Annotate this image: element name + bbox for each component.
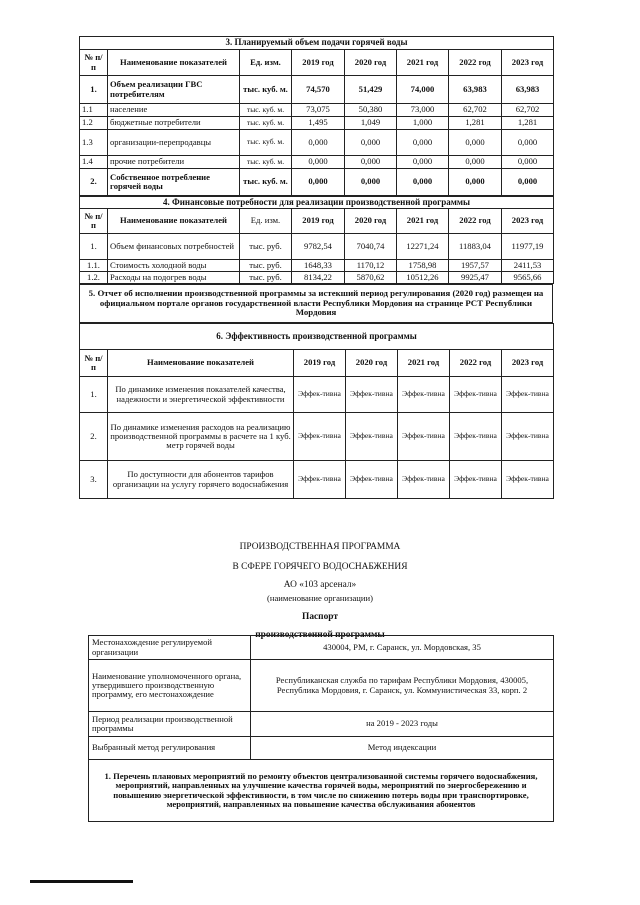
table-row: [80, 104, 554, 117]
table-cell: организации-перепродавцы: [108, 130, 240, 156]
table-cell: По динамике изменения показателей качества, надежности и энергетической эффективности: [108, 377, 294, 413]
table-cell: 0,000: [345, 156, 397, 169]
table-cell: 0,000: [397, 156, 449, 169]
table-cell: Стоимость холодной воды: [108, 260, 240, 272]
table3-header: 2019 год: [292, 50, 345, 76]
table6-header: 2021 год: [398, 350, 450, 377]
table-cell: Эффек-тивна: [502, 461, 554, 499]
table-row: [80, 260, 554, 272]
program-heading: [0, 540, 640, 642]
program-title: ПРОИЗВОДСТВЕННАЯ ПРОГРАММА: [239, 542, 401, 552]
table-row: [80, 272, 554, 284]
table-cell: Эффек-тивна: [346, 413, 398, 461]
table-cell: Эффек-тивна: [294, 461, 346, 499]
table-cell: население: [108, 104, 240, 117]
table3-title: 3. Планируемый объем подачи горячей воды: [80, 37, 554, 50]
table-cell: тыс. куб. м.: [240, 130, 292, 156]
table-cell: 9925,47: [449, 272, 502, 284]
table-cell: 0,000: [502, 156, 554, 169]
table-cell: 1.2.: [80, 272, 108, 284]
table-cell: 1.1: [80, 104, 108, 117]
table-cell: 1.: [80, 234, 108, 260]
passport-block: [88, 635, 553, 822]
table-cell: 0,000: [449, 169, 502, 196]
table-row: [80, 377, 554, 413]
table-cell: 8134,22: [292, 272, 345, 284]
table-cell: Расходы на подогрев воды: [108, 272, 240, 284]
table-cell: Эффек-тивна: [294, 413, 346, 461]
table-cell: 12271,24: [397, 234, 449, 260]
table-cell: 1648,33: [292, 260, 345, 272]
table3-header: 2022 год: [449, 50, 502, 76]
table-cell: 0,000: [345, 169, 397, 196]
passport-table: [88, 635, 554, 822]
table-cell: 0,000: [449, 130, 502, 156]
table-row: [80, 169, 554, 196]
passport-label: Наименование уполномоченного органа, утвердившего производственную программу, его местонахождение: [89, 660, 251, 712]
table-cell: По доступности для абонентов тарифов организации на услугу горячего водоснабжения: [108, 461, 294, 499]
table-cell: 1,281: [449, 117, 502, 130]
table-cell: 1.4: [80, 156, 108, 169]
table-cell: 1.3: [80, 130, 108, 156]
table-cell: тыс. куб. м.: [240, 169, 292, 196]
table-cell: 63,983: [449, 76, 502, 104]
table-row: [80, 156, 554, 169]
table-cell: Эффек-тивна: [294, 377, 346, 413]
table6-header: 2019 год: [294, 350, 346, 377]
table-cell: 3.: [80, 461, 108, 499]
passport-label: Период реализации производственной программы: [89, 712, 251, 737]
table-row: [80, 413, 554, 461]
table-cell: Объем финансовых потребностей: [108, 234, 240, 260]
table-cell: тыс. куб. м.: [240, 156, 292, 169]
table-row: [89, 636, 554, 660]
table-cell: 1.2: [80, 117, 108, 130]
table-financial-needs: [79, 196, 554, 284]
table4-header: 2020 год: [345, 209, 397, 234]
table-cell: 2.: [80, 169, 108, 196]
top-tables-block: [79, 36, 553, 499]
table-cell: Эффек-тивна: [450, 413, 502, 461]
table3-header: Наименование показателей: [108, 50, 240, 76]
table-cell: тыс. куб. м.: [240, 117, 292, 130]
table4-header: 2019 год: [292, 209, 345, 234]
table-cell: Эффек-тивна: [346, 377, 398, 413]
table-cell: 7040,74: [345, 234, 397, 260]
table-cell: 62,702: [449, 104, 502, 117]
table-planned-volume: [79, 36, 554, 196]
table-row: [80, 117, 554, 130]
table-cell: 50,380: [345, 104, 397, 117]
table-cell: Эффек-тивна: [450, 377, 502, 413]
table-row: [89, 660, 554, 712]
table6-header: 2020 год: [346, 350, 398, 377]
table-cell: Эффек-тивна: [346, 461, 398, 499]
table-cell: 1.1.: [80, 260, 108, 272]
table-cell: 0,000: [397, 130, 449, 156]
table6-header: № п/п: [80, 350, 108, 377]
table-cell: 9782,54: [292, 234, 345, 260]
section5-text: 5. Отчет об исполнении производственной программы за истекший период регулирования (2020 год) размещен на официальном портале органов государственной власти Республики Мордовия на странице РСТ Республики Мордовия: [80, 285, 553, 323]
table4-header: 2022 год: [449, 209, 502, 234]
table-cell: 0,000: [292, 156, 345, 169]
table-cell: 2411,53: [502, 260, 554, 272]
table-cell: Собственное потребление горячей воды: [108, 169, 240, 196]
table4-header: 2021 год: [397, 209, 449, 234]
passport-value: на 2019 - 2023 годы: [251, 712, 554, 737]
table3-header: 2021 год: [397, 50, 449, 76]
table-cell: 10512,26: [397, 272, 449, 284]
table-cell: 11977,19: [502, 234, 554, 260]
table-cell: 0,000: [502, 169, 554, 196]
table-cell: 1170,12: [345, 260, 397, 272]
passport-title: Паспорт: [302, 612, 338, 622]
table-cell: Эффек-тивна: [502, 377, 554, 413]
table-cell: 1.: [80, 76, 108, 104]
table-cell: 2.: [80, 413, 108, 461]
table-efficiency: [79, 323, 554, 499]
table-cell: 1,000: [397, 117, 449, 130]
passport-value: Республиканская служба по тарифам Республики Мордовия, 430005, Республика Мордовия, г. Саранск, ул. Коммунистическая 33, корп. 2: [251, 660, 554, 712]
table-cell: 0,000: [502, 130, 554, 156]
table3-header: № п/п: [80, 50, 108, 76]
table-row: [80, 76, 554, 104]
table-cell: Эффек-тивна: [450, 461, 502, 499]
table-cell: тыс. руб.: [240, 234, 292, 260]
table-cell: Эффек-тивна: [398, 461, 450, 499]
table-row: [80, 130, 554, 156]
table-cell: Эффек-тивна: [398, 377, 450, 413]
table-row: [80, 461, 554, 499]
table-cell: 0,000: [292, 169, 345, 196]
table3-header: 2023 год: [502, 50, 554, 76]
organization-caption: (наименование организации): [267, 593, 373, 603]
table6-header: 2023 год: [502, 350, 554, 377]
table-cell: 0,000: [449, 156, 502, 169]
table-cell: прочие потребители: [108, 156, 240, 169]
table4-header: 2023 год: [502, 209, 554, 234]
table-cell: 1.: [80, 377, 108, 413]
table-cell: тыс. куб. м.: [240, 76, 292, 104]
table4-header: № п/п: [80, 209, 108, 234]
table6-header: Наименование показателей: [108, 350, 294, 377]
table6-title: 6. Эффективность производственной программы: [80, 324, 554, 350]
table-cell: 74,000: [397, 76, 449, 104]
table-cell: тыс. куб. м.: [240, 104, 292, 117]
table-cell: 0,000: [397, 169, 449, 196]
table-cell: 1,281: [502, 117, 554, 130]
table-cell: 11883,04: [449, 234, 502, 260]
table-cell: Эффек-тивна: [398, 413, 450, 461]
table-row: [89, 737, 554, 760]
table-row: [89, 712, 554, 737]
table4-title: 4. Финансовые потребности для реализации производственной программы: [80, 197, 554, 209]
passport-value: 430004, РМ, г. Саранск, ул. Мордовская, 35: [251, 636, 554, 660]
table-cell: 0,000: [292, 130, 345, 156]
table4-header: Наименование показателей: [108, 209, 240, 234]
table3-header: 2020 год: [345, 50, 397, 76]
table-cell: 74,570: [292, 76, 345, 104]
passport-section1: 1. Перечень плановых мероприятий по ремонту объектов централизованной системы горячего водоснабжения, мероприятий, направленных на улучшение качества горячей воды, мероприятий по энергосбережению и повышению энергетической эффективности, в том числе по снижению потерь воды при транспортировке, мероприятий, направленных на повышение качества обслуживания абонентов: [89, 760, 554, 822]
table-cell: 0,000: [345, 130, 397, 156]
table-cell: 62,702: [502, 104, 554, 117]
table6-header: 2022 год: [450, 350, 502, 377]
passport-label: Местонахождение регулируемой организации: [89, 636, 251, 660]
table-cell: 73,000: [397, 104, 449, 117]
passport-value: Метод индексации: [251, 737, 554, 760]
table-cell: 5870,62: [345, 272, 397, 284]
table-cell: бюджетные потребители: [108, 117, 240, 130]
table-row: [89, 760, 554, 822]
table-cell: 51,429: [345, 76, 397, 104]
table-cell: 73,075: [292, 104, 345, 117]
table-cell: 9565,66: [502, 272, 554, 284]
passport-subtitle: производственной программы: [255, 630, 385, 640]
table-cell: тыс. руб.: [240, 272, 292, 284]
table-cell: По динамике изменения расходов на реализацию производственной программы в расчете на 1 куб. метр горячей воды: [108, 413, 294, 461]
table-row: [80, 234, 554, 260]
section5-report: [79, 284, 553, 323]
table-cell: тыс. руб.: [240, 260, 292, 272]
table-cell: 1,495: [292, 117, 345, 130]
table-cell: 1957,57: [449, 260, 502, 272]
passport-label: Выбранный метод регулирования: [89, 737, 251, 760]
program-subtitle: В СФЕРЕ ГОРЯЧЕГО ВОДОСНАБЖЕНИЯ: [232, 562, 408, 572]
table-cell: 1758,98: [397, 260, 449, 272]
table-cell: 1,049: [345, 117, 397, 130]
table-cell: Объем реализации ГВС потребителям: [108, 76, 240, 104]
table-cell: 63,983: [502, 76, 554, 104]
organization-name: АО «103 арсенал»: [283, 580, 357, 590]
table-cell: Эффек-тивна: [502, 413, 554, 461]
footer-rule: [30, 880, 133, 883]
table4-header: Ед. изм.: [240, 209, 292, 234]
table3-header: Ед. изм.: [240, 50, 292, 76]
